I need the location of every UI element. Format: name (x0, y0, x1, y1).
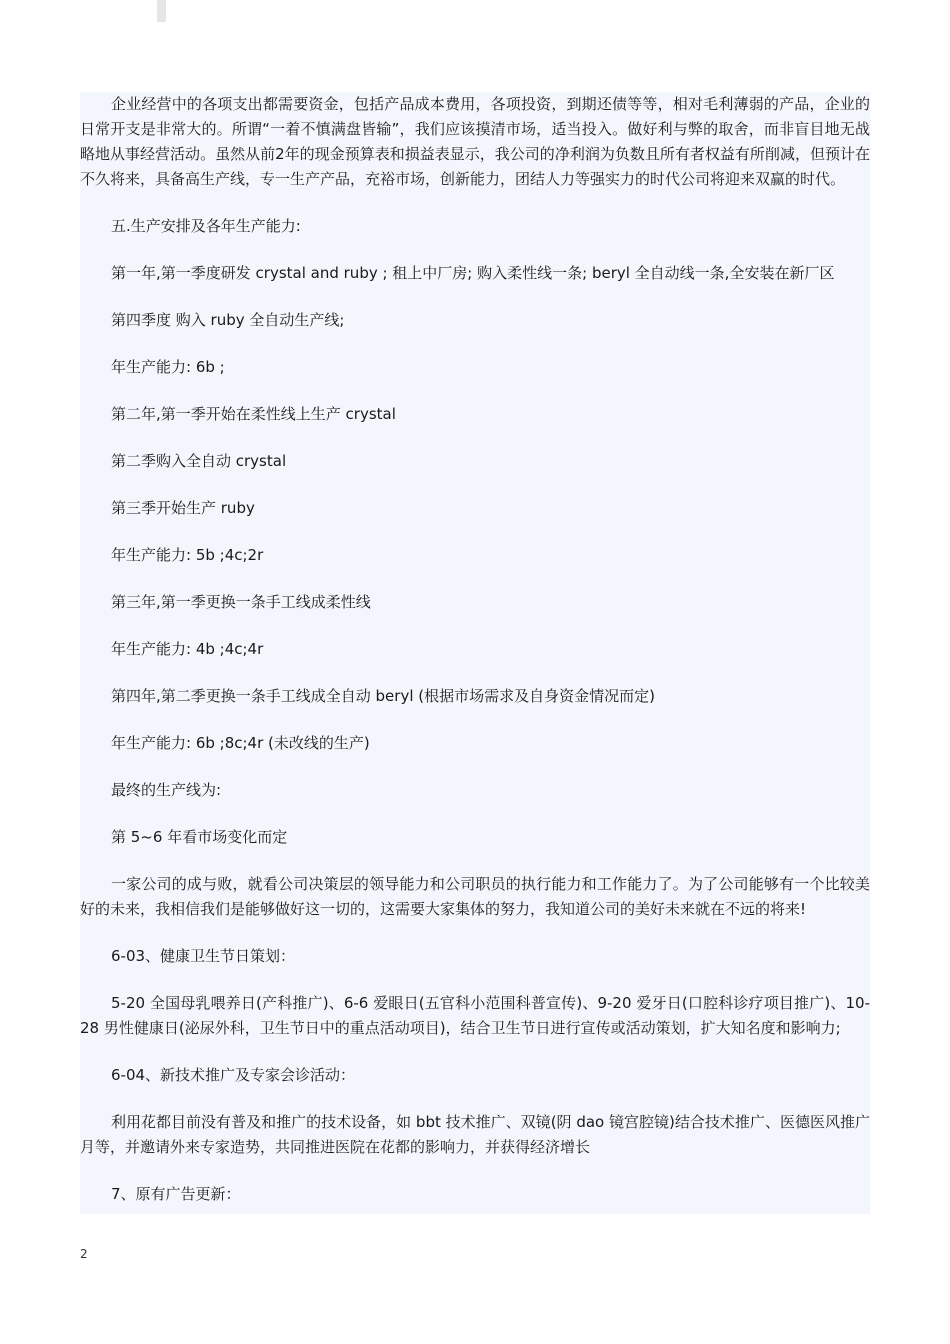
section-heading-new-tech: 6-04、新技术推广及专家会诊活动： (111, 1066, 356, 1084)
paragraph-expenses: 企业经营中的各项支出都需要资金，包括产品成本费用，各项投资，到期还债等等，相对毛利薄弱的产品，企业的日常开支是非常大的。所谓“一着不慎满盘皆输”，我们应该摸清市场，适当投入。做好利与弊的取舍，而非盲目地无战略地从事经营活动。虽然从前2年的现金预算表和损益表显示，我公司的净利润为负数且所有者权益有所削减，但预计在不久将来，具备高生产线，专一生产产品，充裕市场，创新能力，团结人力等强实力的时代公司将迎来双赢的时代。 (80, 95, 870, 188)
line-year2-capacity: 年生产能力: 5b ;4c;2r (111, 546, 264, 564)
paragraph-health-days: 5-20 全国母乳喂养日(产科推广)、6-6 爱眼日(五官科小范围科普宣传)、9-20 爱牙日(口腔科诊疗项目推广)、10-28 男性健康日(泌尿外科，卫生节日中的重点活动项目)，结合卫生节日进行宣传或活动策划，扩大知名度和影响力; (80, 994, 870, 1037)
line-year3-q1: 第三年,第一季更换一条手工线成柔性线 (111, 593, 371, 611)
line-year1-capacity: 年生产能力: 6b ; (111, 358, 225, 376)
line-year2-q3: 第三季开始生产 ruby (111, 499, 255, 517)
line-year5-6: 第 5~6 年看市场变化而定 (111, 828, 288, 846)
section-heading-production: 五.生产安排及各年生产能力: (111, 217, 301, 235)
line-year4-q2: 第四年,第二季更换一条手工线成全自动 beryl (根据市场需求及自身资金情况而定) (111, 687, 655, 705)
line-year1-q1: 第一年,第一季度研发 crystal and ruby ; 租上中厂房; 购入柔性线一条; beryl 全自动线一条,全安装在新厂区 (111, 264, 835, 282)
paragraph-success: 一家公司的成与败，就看公司决策层的领导能力和公司职员的执行能力和工作能力了。为了公司能够有一个比较美好的未来，我相信我们是能够做好这一切的，这需要大家集体的努力，我知道公司的美好未来就在不远的将来! (80, 875, 870, 918)
page-number: 2 (80, 1247, 88, 1261)
section-heading-health-days: 6-03、健康卫生节日策划： (111, 947, 296, 965)
line-year2-q1: 第二年,第一季开始在柔性线上生产 crystal (111, 405, 396, 423)
paragraph-new-tech: 利用花都目前没有普及和推广的技术设备，如 bbt 技术推广、双镜(阴 dao 镜宫腔镜)结合技术推广、医德医风推广月等，并邀请外来专家造势，共同推进医院在花都的影响力，并获得经济增长 (80, 1113, 870, 1156)
line-year2-q2: 第二季购入全自动 crystal (111, 452, 287, 470)
line-year3-capacity: 年生产能力: 4b ;4c;4r (111, 640, 264, 658)
line-year1-q4: 第四季度 购入 ruby 全自动生产线; (111, 311, 345, 329)
document-body (80, 92, 870, 1207)
section-heading-ad-update: 7、原有广告更新： (111, 1185, 241, 1203)
line-final-lines: 最终的生产线为: (111, 781, 222, 799)
line-year4-capacity: 年生产能力: 6b ;8c;4r (未改线的生产) (111, 734, 370, 752)
top-margin-mark (157, 0, 166, 22)
